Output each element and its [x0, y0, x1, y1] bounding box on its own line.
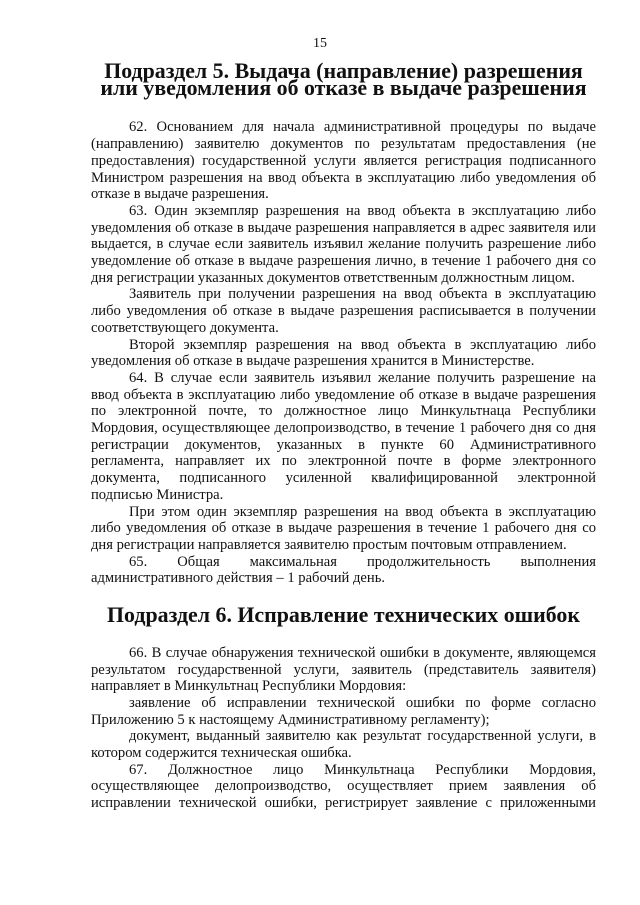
- paragraph-63: 63. Один экземпляр разрешения на ввод объекта в эксплуатацию либо уведомления об отказе в выдаче разрешения направляется в адрес заявителя или выдается, в случае если заявитель изъявил желание получить разрешение либо уведомление об отказе в выдаче разрешения лично, в течение 1 рабочего дня со дня регистрации указанных документов ответственным должностным лицом.: [91, 202, 596, 286]
- paragraph-66: 66. В случае обнаружения технической ошибки в документе, являющемся результатом государственной услуги, заявитель (представитель заявителя) направляет в Минкультнац Республики Мордовия:: [91, 644, 596, 695]
- paragraph-67: 67. Должностное лицо Минкультнаца Республики Мордовия, осуществляющее делопроизводство, осуществляет прием заявления об исправлении технической ошибки, регистрирует заявление с приложенными: [91, 761, 596, 812]
- section-6-heading: Подраздел 6. Исправление технических ошибок: [107, 602, 580, 628]
- paragraph-62: 62. Основанием для начала административной процедуры по выдаче (направлению) заявителю документов по результатам предоставления (не предоставления) государственной услуги является регистрация подписанного Министром разрешения на ввод объекта в эксплуатацию либо уведомления об отказе в выдаче разрешения.: [91, 119, 596, 203]
- page-content: [91, 58, 596, 812]
- section-5-heading: Подраздел 5. Выдача (направление) разрешения или уведомления об отказе в выдаче разрешения: [100, 58, 587, 100]
- paragraph-65: 65. Общая максимальная продолжительность выполнения административного действия – 1 рабочий день.: [91, 553, 596, 587]
- paragraph-63-second-copy: Второй экземпляр разрешения на ввод объекта в эксплуатацию либо уведомления об отказе в выдаче разрешения хранится в Министерстве.: [91, 336, 596, 370]
- paragraph-64: 64. В случае если заявитель изъявил желание получить разрешение на ввод объекта в эксплуатацию либо уведомление об отказе в выдаче разрешения по электронной почте, то должностное лицо Минкультнаца Республики Мордовия, осуществляющее делопроизводство, в течение 1 рабочего дня со дня регистрации документов, указанных в пункте 60 Административного регламента, направляет их по электронной почте в форме электронного документа, подписанного усиленной квалифицированной электронной подписью Министра.: [91, 369, 596, 503]
- paragraph-63-signature: Заявитель при получении разрешения на ввод объекта в эксплуатацию либо уведомления об отказе в выдаче разрешения расписывается в получении соответствующего документа.: [91, 286, 596, 336]
- paragraph-66-application: заявление об исправлении технической ошибки по форме согласно Приложению 5 к настоящему Административному регламенту);: [91, 694, 596, 728]
- page-number: 15: [313, 36, 327, 51]
- paragraph-66-document: документ, выданный заявителю как результат государственной услуги, в котором содержится техническая ошибка.: [91, 728, 596, 762]
- paragraph-64-postal: При этом один экземпляр разрешения на ввод объекта в эксплуатацию либо уведомления об отказе в выдаче разрешения в течение 1 рабочего дня со дня регистрации направляется заявителю простым почтовым отправлением.: [91, 503, 596, 553]
